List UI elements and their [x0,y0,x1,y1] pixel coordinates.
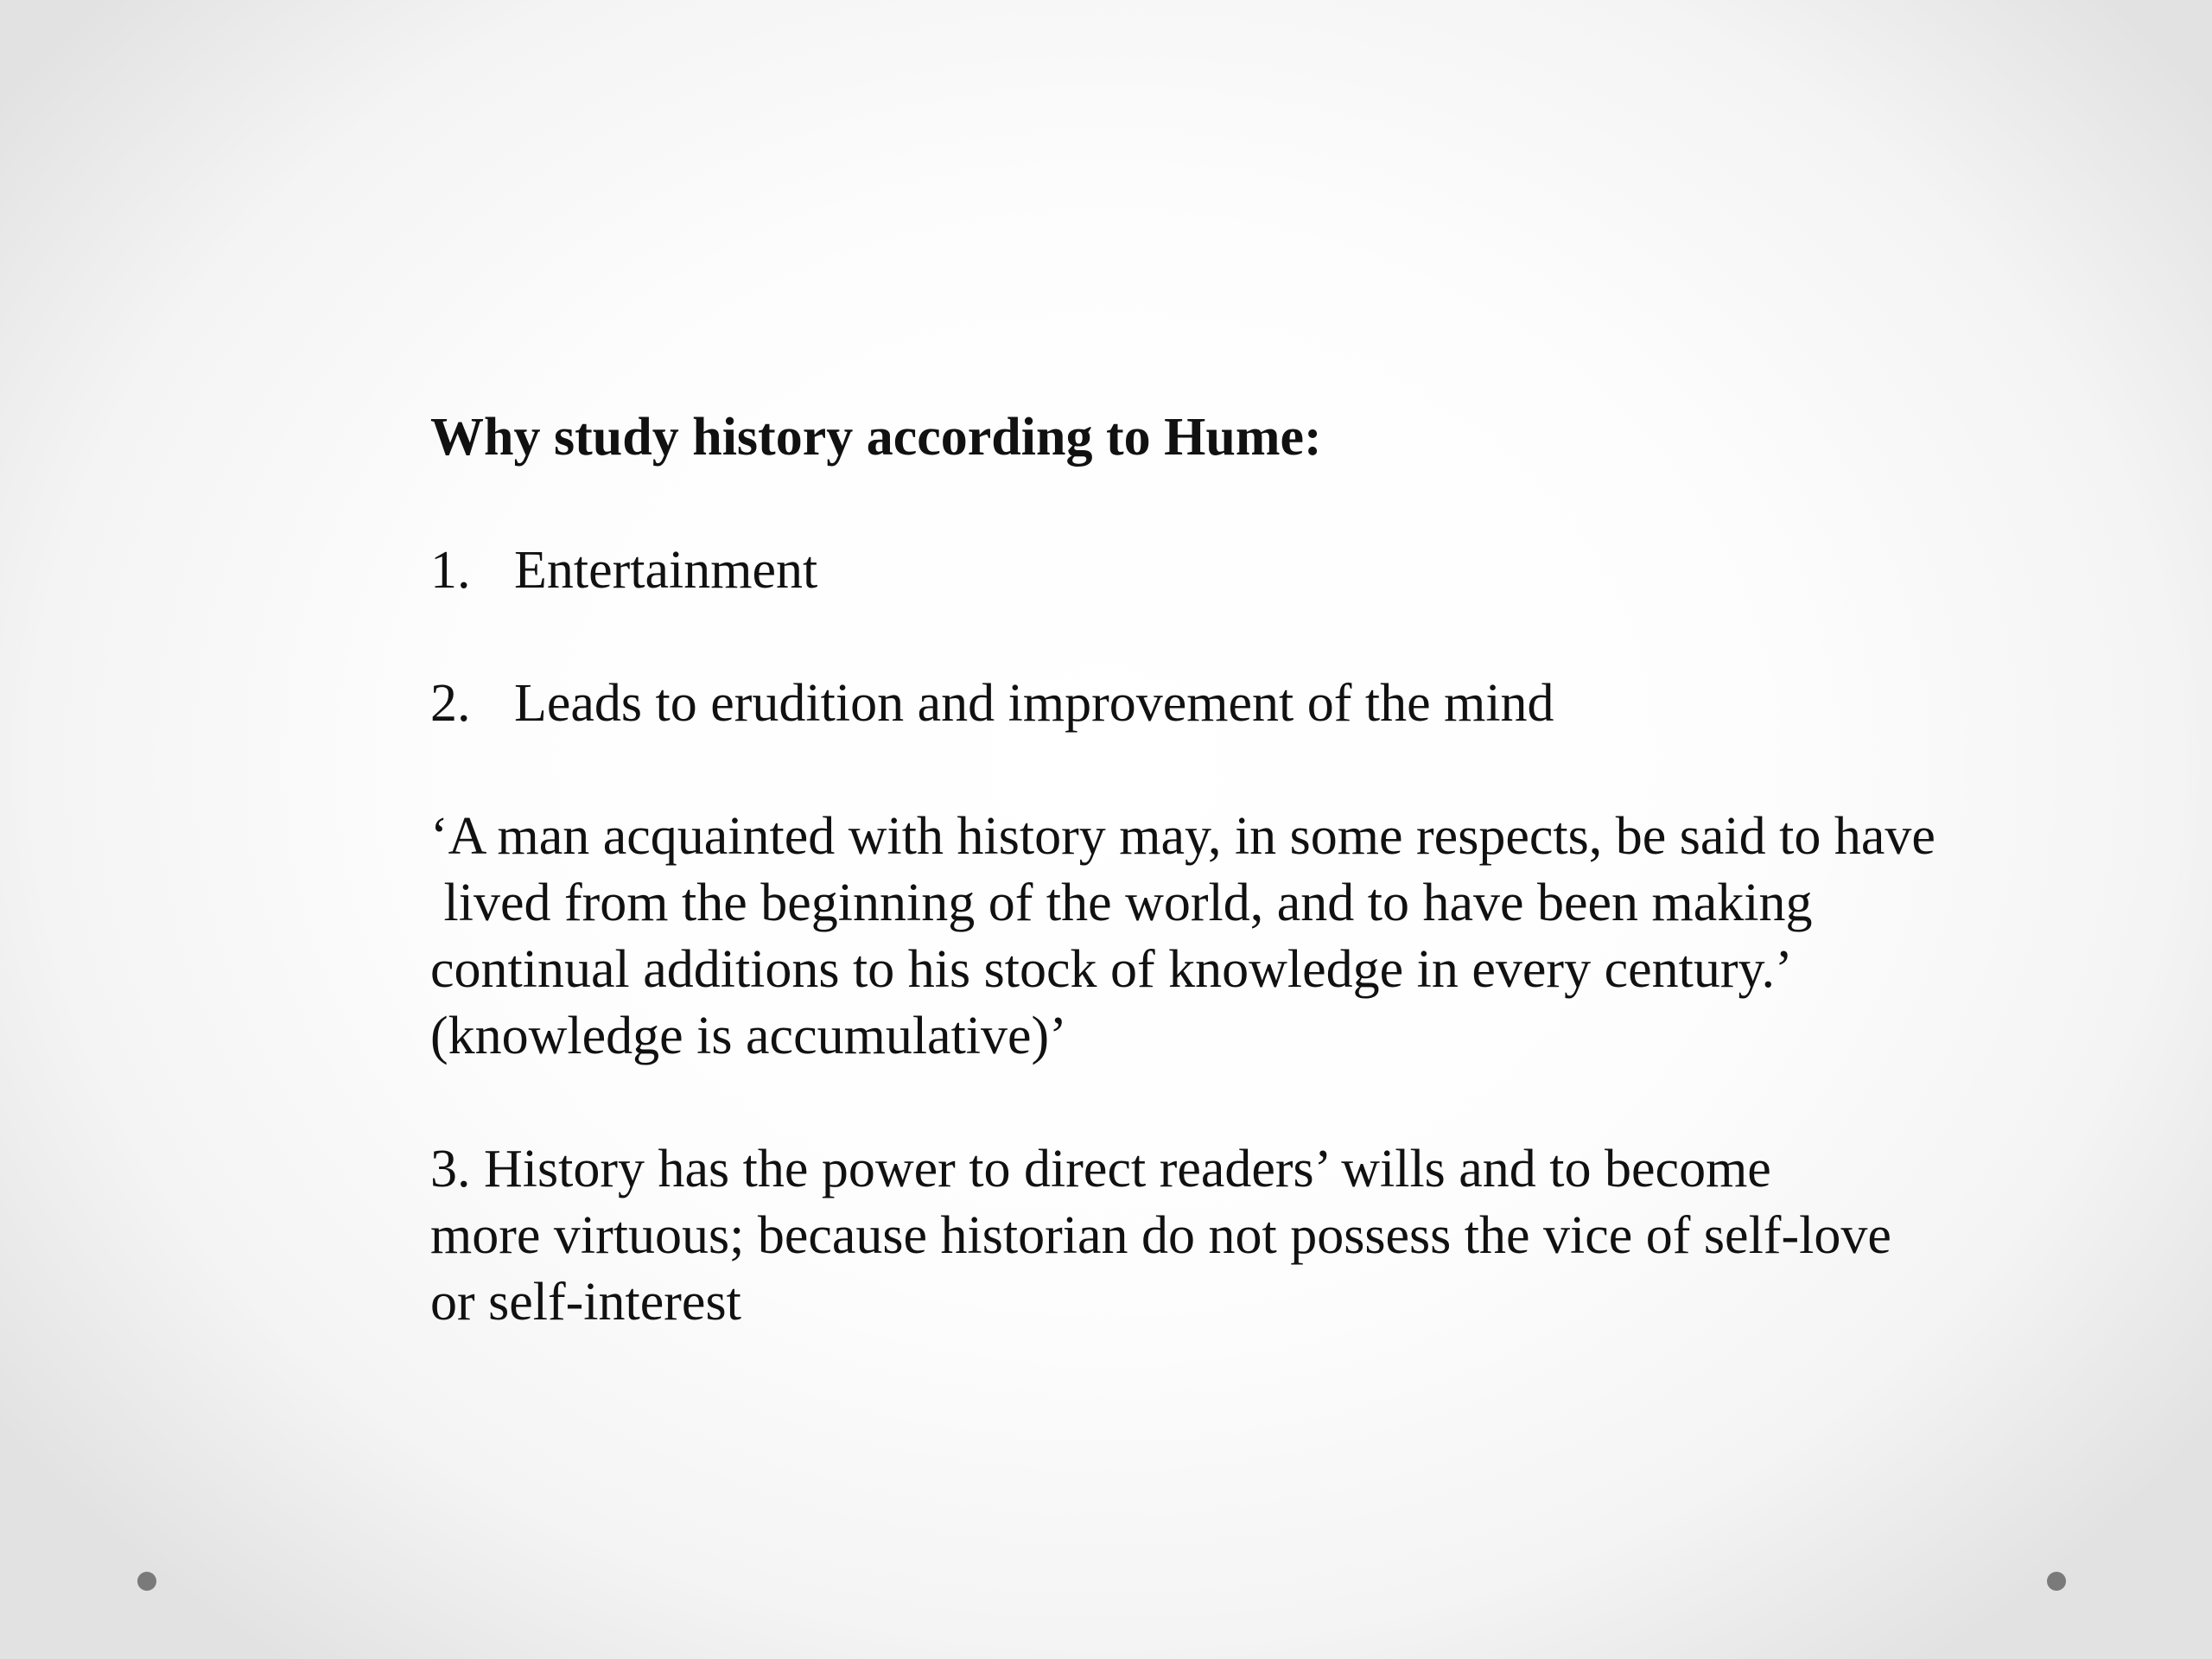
list-number-2: 2. [430,674,471,733]
quote-line-3: continual additions to his stock of knowledge in every century.’ [430,940,1793,999]
quote-line-1: ‘A man acquainted with history may, in some respects, be said to have [430,807,1936,866]
list-text-2: Leads to erudition and improvement of the mind [514,674,1554,733]
point-3-line-2: more virtuous; because historian do not possess the vice of self-love [430,1206,1891,1265]
list-text-1: Entertainment [514,541,818,600]
point-3-line-1: 3. History has the power to direct readers’ wills and to become [430,1140,1771,1198]
list-item-1 [430,537,2158,604]
left-decorative-dot [137,1572,156,1591]
point-3-line-3: or self-interest [430,1273,741,1332]
slide-content [430,404,2158,1336]
right-decorative-dot [2047,1572,2066,1591]
slide-heading: Why study history according to Hume: [430,408,1322,467]
quote-line-4: (knowledge is accumulative)’ [430,1007,1067,1065]
list-item-2 [430,671,2158,737]
hume-quote [430,804,2158,1070]
list-number-1: 1. [430,541,471,600]
quote-line-2: lived from the beginning of the world, and to have been making [430,874,1813,932]
point-3 [430,1136,2158,1336]
